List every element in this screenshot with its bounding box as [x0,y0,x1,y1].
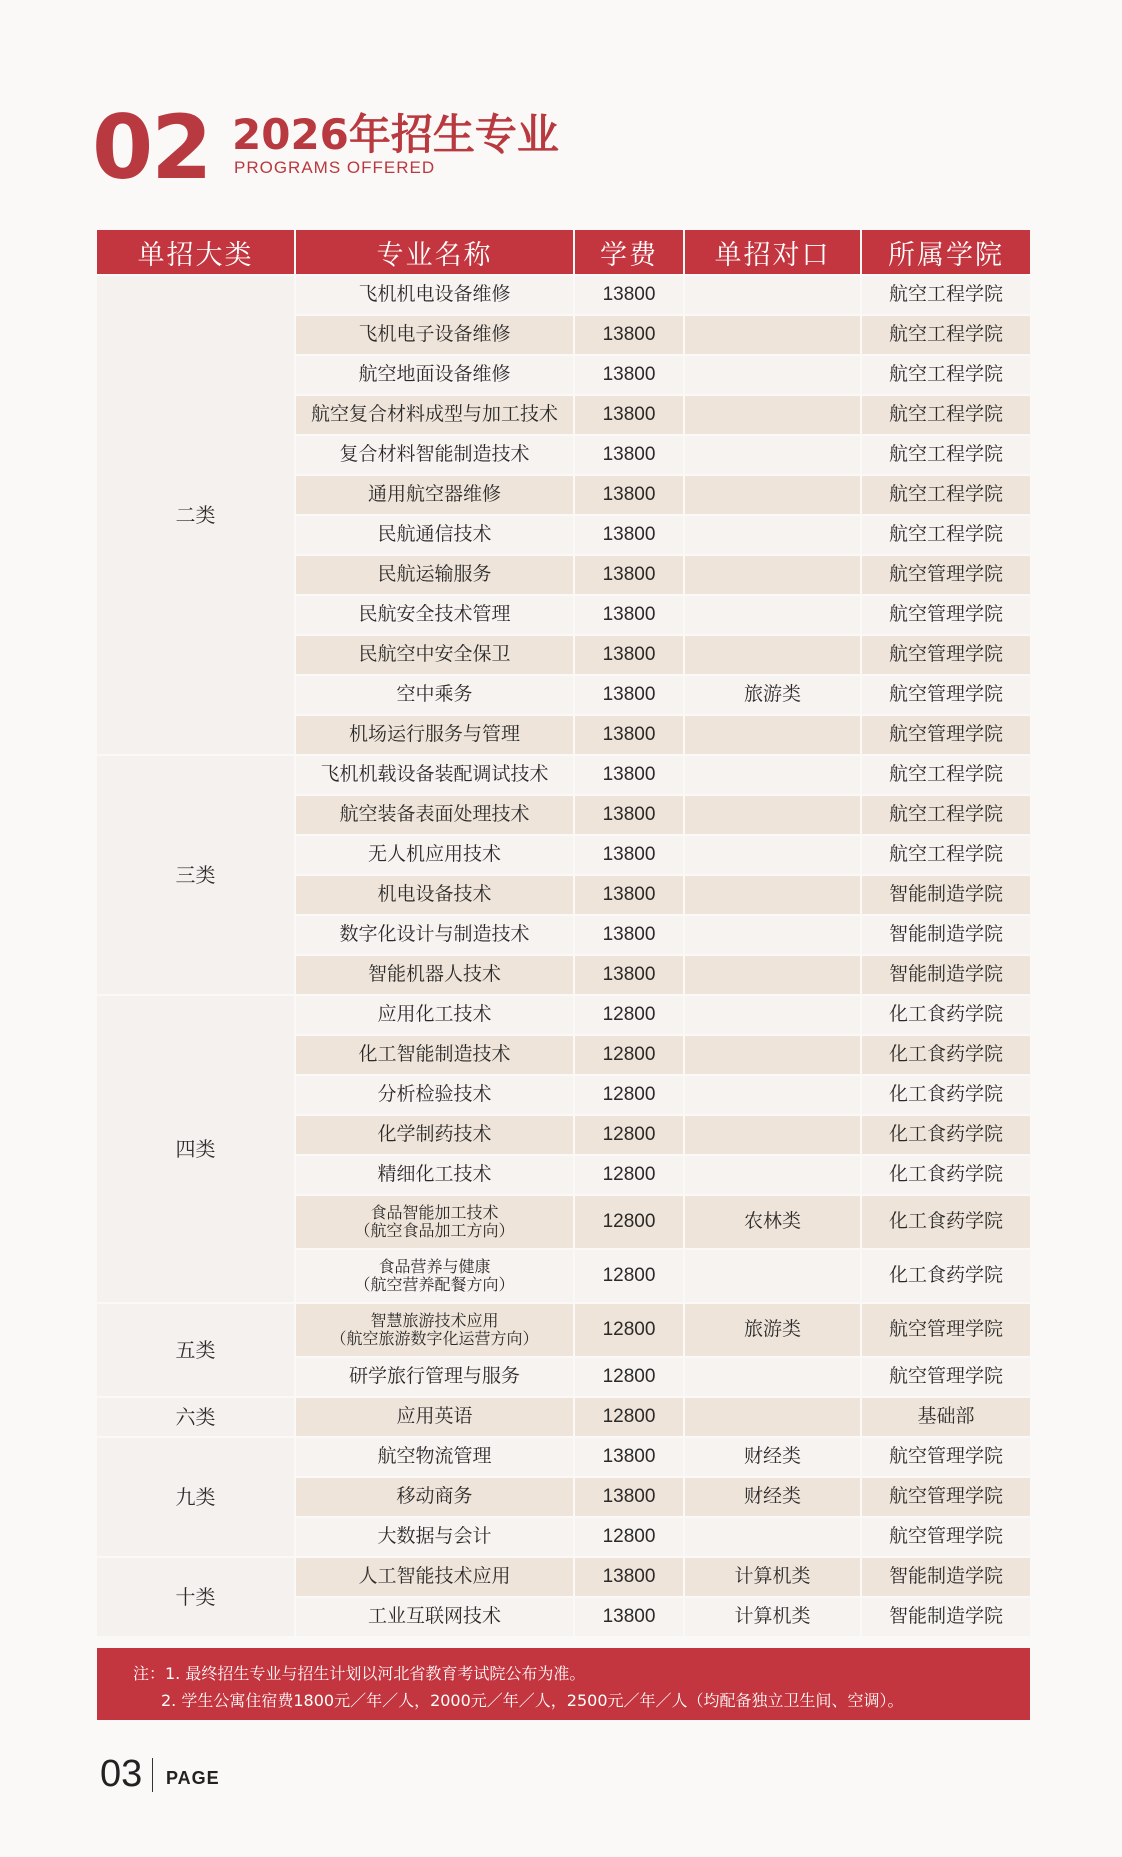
college-name: 航空管理学院 [862,636,1030,674]
table-row [97,1398,1030,1436]
college-name: 基础部 [862,1398,1030,1436]
program-name: 飞机机载设备装配调试技术 [296,756,573,794]
tuition-fee: 12800 [575,1250,683,1302]
tuition-fee: 12800 [575,1358,683,1396]
note-line-1: 注：1. 最终招生专业与招生计划以河北省教育考试院公布为准。 [133,1664,586,1683]
college-name: 航空工程学院 [862,356,1030,394]
exam-track [685,1250,860,1302]
program-name-line2: （航空食品加工方向） [354,1221,515,1240]
college-name: 航空工程学院 [862,316,1030,354]
program-name: 航空物流管理 [296,1438,573,1476]
tuition-fee: 13800 [575,476,683,514]
tuition-fee: 13800 [575,716,683,754]
program-name: 应用化工技术 [296,996,573,1034]
tuition-fee: 13800 [575,1558,683,1596]
exam-track: 农林类 [685,1196,860,1248]
college-name: 智能制造学院 [862,876,1030,914]
program-name: 研学旅行管理与服务 [296,1358,573,1396]
table-row [97,1438,1030,1476]
college-name: 航空管理学院 [862,1304,1030,1356]
programs-table-container [97,230,1030,1636]
college-name: 航空工程学院 [862,796,1030,834]
program-name: 民航通信技术 [296,516,573,554]
exam-track [685,596,860,634]
tuition-fee: 12800 [575,1196,683,1248]
exam-track [685,1398,860,1436]
table-row [97,756,1030,794]
exam-track [685,1116,860,1154]
column-header-fee: 学费 [575,230,683,274]
program-name: 飞机电子设备维修 [296,316,573,354]
tuition-fee: 12800 [575,1304,683,1356]
exam-track: 计算机类 [685,1598,860,1636]
program-name: 应用英语 [296,1398,573,1436]
program-name: 智能机器人技术 [296,956,573,994]
program-name: 民航安全技术管理 [296,596,573,634]
category-cell: 三类 [97,756,294,994]
exam-track [685,556,860,594]
exam-track: 旅游类 [685,1304,860,1356]
tuition-fee: 13800 [575,876,683,914]
college-name: 航空工程学院 [862,516,1030,554]
exam-track [685,996,860,1034]
college-name: 智能制造学院 [862,916,1030,954]
exam-track [685,756,860,794]
tuition-fee: 13800 [575,276,683,314]
exam-track: 财经类 [685,1478,860,1516]
tuition-fee: 12800 [575,1156,683,1194]
exam-track [685,636,860,674]
exam-track [685,436,860,474]
exam-track [685,956,860,994]
program-name: 民航空中安全保卫 [296,636,573,674]
column-header-program: 专业名称 [296,230,573,274]
college-name: 航空管理学院 [862,676,1030,714]
college-name: 航空管理学院 [862,596,1030,634]
notes-box [97,1648,1030,1720]
program-name: 通用航空器维修 [296,476,573,514]
program-name-line2: （航空旅游数字化运营方向） [330,1329,539,1348]
college-name: 航空管理学院 [862,1438,1030,1476]
program-name: 大数据与会计 [296,1518,573,1556]
category-cell: 二类 [97,276,294,754]
program-name: 分析检验技术 [296,1076,573,1114]
college-name: 航空管理学院 [862,1518,1030,1556]
college-name: 化工食药学院 [862,1250,1030,1302]
tuition-fee: 13800 [575,556,683,594]
exam-track [685,1518,860,1556]
program-name: 航空装备表面处理技术 [296,796,573,834]
column-header-category: 单招大类 [97,230,294,274]
program-name [296,1250,573,1302]
program-name: 复合材料智能制造技术 [296,436,573,474]
program-name: 机场运行服务与管理 [296,716,573,754]
program-name: 移动商务 [296,1478,573,1516]
exam-track [685,276,860,314]
program-name: 航空复合材料成型与加工技术 [296,396,573,434]
program-name-line2: （航空营养配餐方向） [354,1275,515,1294]
tuition-fee: 13800 [575,1438,683,1476]
tuition-fee: 13800 [575,316,683,354]
program-name: 无人机应用技术 [296,836,573,874]
tuition-fee: 13800 [575,756,683,794]
exam-track [685,876,860,914]
college-name: 智能制造学院 [862,956,1030,994]
college-name: 化工食药学院 [862,996,1030,1034]
program-name: 民航运输服务 [296,556,573,594]
exam-track [685,716,860,754]
exam-track [685,1036,860,1074]
exam-track [685,396,860,434]
tuition-fee: 13800 [575,1478,683,1516]
section-subtitle: PROGRAMS OFFERED [234,158,436,177]
note-line-2: 2. 学生公寓住宿费1800元／年／人，2000元／年／人，2500元／年／人（均配备独立卫生间、空调）。 [161,1691,904,1710]
table-row [97,276,1030,314]
tuition-fee: 13800 [575,1598,683,1636]
column-header-track: 单招对口 [685,230,860,274]
table-row [97,1558,1030,1596]
college-name: 化工食药学院 [862,1076,1030,1114]
exam-track [685,1358,860,1396]
college-name: 化工食药学院 [862,1156,1030,1194]
tuition-fee: 13800 [575,676,683,714]
college-name: 航空工程学院 [862,436,1030,474]
tuition-fee: 13800 [575,596,683,634]
tuition-fee: 13800 [575,516,683,554]
program-name [296,1196,573,1248]
college-name: 航空工程学院 [862,476,1030,514]
college-name: 航空管理学院 [862,556,1030,594]
program-name: 机电设备技术 [296,876,573,914]
college-name: 航空工程学院 [862,836,1030,874]
program-name: 数字化设计与制造技术 [296,916,573,954]
tuition-fee: 13800 [575,636,683,674]
college-name: 化工食药学院 [862,1036,1030,1074]
tuition-fee: 13800 [575,796,683,834]
program-name: 工业互联网技术 [296,1598,573,1636]
programs-table [95,228,1032,1638]
tuition-fee: 12800 [575,1518,683,1556]
program-name: 飞机机电设备维修 [296,276,573,314]
college-name: 化工食药学院 [862,1196,1030,1248]
column-header-college: 所属学院 [862,230,1030,274]
exam-track [685,316,860,354]
college-name: 航空工程学院 [862,276,1030,314]
program-name: 航空地面设备维修 [296,356,573,394]
tuition-fee: 13800 [575,356,683,394]
page-number: 03 [100,1753,143,1795]
college-name: 化工食药学院 [862,1116,1030,1154]
college-name: 智能制造学院 [862,1598,1030,1636]
program-name: 人工智能技术应用 [296,1558,573,1596]
exam-track [685,516,860,554]
exam-track: 旅游类 [685,676,860,714]
tuition-fee: 13800 [575,836,683,874]
table-row [97,996,1030,1034]
tuition-fee: 12800 [575,996,683,1034]
exam-track [685,356,860,394]
program-name: 空中乘务 [296,676,573,714]
table-header-row [97,230,1030,274]
program-name: 化工智能制造技术 [296,1036,573,1074]
program-name-line1: 食品营养与健康 [378,1256,491,1276]
category-cell: 九类 [97,1438,294,1556]
category-cell: 五类 [97,1304,294,1396]
page-label: PAGE [166,1768,220,1788]
tuition-fee: 12800 [575,1036,683,1074]
program-name: 精细化工技术 [296,1156,573,1194]
footer-divider [152,1758,153,1792]
college-name: 航空管理学院 [862,1358,1030,1396]
program-name-line1: 智慧旅游技术应用 [370,1310,499,1330]
exam-track [685,476,860,514]
exam-track: 财经类 [685,1438,860,1476]
exam-track [685,1156,860,1194]
tuition-fee: 13800 [575,396,683,434]
exam-track [685,1076,860,1114]
college-name: 航空管理学院 [862,1478,1030,1516]
section-title: 2026年招生专业 [232,110,559,159]
tuition-fee: 12800 [575,1076,683,1114]
exam-track [685,836,860,874]
tuition-fee: 12800 [575,1116,683,1154]
program-name: 化学制药技术 [296,1116,573,1154]
category-cell: 六类 [97,1398,294,1436]
college-name: 航空管理学院 [862,716,1030,754]
section-number: 02 [92,96,211,199]
category-cell: 四类 [97,996,294,1302]
program-name-line1: 食品智能加工技术 [370,1202,499,1222]
college-name: 智能制造学院 [862,1558,1030,1596]
college-name: 航空工程学院 [862,396,1030,434]
program-name [296,1304,573,1356]
exam-track [685,916,860,954]
college-name: 航空工程学院 [862,756,1030,794]
exam-track [685,796,860,834]
table-row [97,1304,1030,1356]
exam-track: 计算机类 [685,1558,860,1596]
tuition-fee: 13800 [575,916,683,954]
category-cell: 十类 [97,1558,294,1636]
tuition-fee: 12800 [575,1398,683,1436]
tuition-fee: 13800 [575,956,683,994]
tuition-fee: 13800 [575,436,683,474]
